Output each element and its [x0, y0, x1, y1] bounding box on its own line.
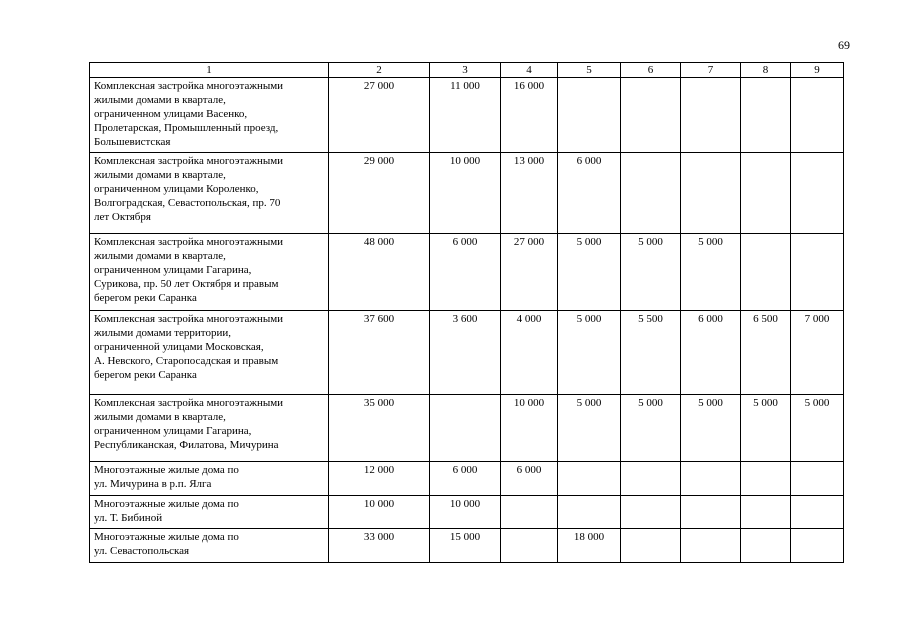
- value-cell-col-2: 33 000: [329, 529, 430, 563]
- value-cell-col-4: [501, 496, 558, 529]
- table-row: [90, 78, 844, 153]
- description-line: жилыми домами в квартале,: [94, 94, 226, 106]
- value-cell-col-3: 6 000: [430, 234, 501, 311]
- value-cell-col-2: 10 000: [329, 496, 430, 529]
- description-line: ул. Т. Бибиной: [94, 512, 163, 524]
- description-line: Сурикова, пр. 50 лет Октября и правым: [94, 278, 279, 290]
- description-line: Комплексная застройка многоэтажными: [94, 155, 284, 167]
- value-cell-col-6: [621, 462, 681, 496]
- value-cell-col-8: [741, 462, 791, 496]
- value-cell-col-9: [791, 529, 844, 563]
- description-line: Волгоградская, Севастопольская, пр. 70: [94, 197, 281, 209]
- value-cell-col-3: 10 000: [430, 496, 501, 529]
- value-cell-col-4: 13 000: [501, 153, 558, 234]
- column-header-2: 2: [329, 63, 430, 78]
- value-cell-col-4: 10 000: [501, 395, 558, 462]
- value-cell-col-6: 5 500: [621, 311, 681, 395]
- value-cell-col-3: 3 600: [430, 311, 501, 395]
- description-line: лет Октября: [94, 211, 151, 223]
- value-cell-col-9: [791, 496, 844, 529]
- table-row: [90, 496, 844, 529]
- value-cell-col-6: [621, 153, 681, 234]
- value-cell-col-4: 4 000: [501, 311, 558, 395]
- description-line: Многоэтажные жилые дома по: [94, 531, 239, 543]
- value-cell-col-4: 6 000: [501, 462, 558, 496]
- description-line: ограниченном улицами Гагарина,: [94, 425, 252, 437]
- value-cell-col-7: [681, 529, 741, 563]
- value-cell-col-8: [741, 78, 791, 153]
- value-cell-col-5: [558, 78, 621, 153]
- header-row: [90, 63, 844, 78]
- description-line: ул. Мичурина в р.п. Ялга: [94, 478, 212, 490]
- value-cell-col-7: 5 000: [681, 234, 741, 311]
- column-header-4: 4: [501, 63, 558, 78]
- value-cell-col-5: 5 000: [558, 234, 621, 311]
- value-cell-col-2: 29 000: [329, 153, 430, 234]
- description-line: жилыми домами в квартале,: [94, 169, 226, 181]
- value-cell-col-5: 5 000: [558, 395, 621, 462]
- row-description: [90, 496, 329, 529]
- table-row: [90, 153, 844, 234]
- value-cell-col-9: [791, 234, 844, 311]
- description-line: Республиканская, Филатова, Мичурина: [94, 439, 279, 451]
- value-cell-col-6: [621, 496, 681, 529]
- value-cell-col-6: 5 000: [621, 395, 681, 462]
- column-header-8: 8: [741, 63, 791, 78]
- description-line: ул. Севастопольская: [94, 545, 190, 557]
- table-row: [90, 462, 844, 496]
- row-description: [90, 395, 329, 462]
- description-line: ограниченном улицами Васенко,: [94, 108, 248, 120]
- value-cell-col-8: [741, 529, 791, 563]
- value-cell-col-7: [681, 78, 741, 153]
- page-number: 69: [838, 38, 850, 52]
- data-table: [89, 62, 844, 563]
- description-line: ограниченном улицами Гагарина,: [94, 264, 252, 276]
- value-cell-col-9: 5 000: [791, 395, 844, 462]
- row-description: [90, 78, 329, 153]
- column-header-3: 3: [430, 63, 501, 78]
- description-line: жилыми домами территории,: [94, 327, 231, 339]
- value-cell-col-8: 6 500: [741, 311, 791, 395]
- value-cell-col-5: 18 000: [558, 529, 621, 563]
- row-description: [90, 234, 329, 311]
- description-line: Комплексная застройка многоэтажными: [94, 80, 284, 92]
- description-line: берегом реки Саранка: [94, 292, 197, 304]
- value-cell-col-7: [681, 462, 741, 496]
- column-header-7: 7: [681, 63, 741, 78]
- value-cell-col-3: 6 000: [430, 462, 501, 496]
- value-cell-col-9: 7 000: [791, 311, 844, 395]
- value-cell-col-5: 5 000: [558, 311, 621, 395]
- value-cell-col-6: 5 000: [621, 234, 681, 311]
- description-line: А. Невского, Старопосадская и правым: [94, 355, 279, 367]
- value-cell-col-2: 35 000: [329, 395, 430, 462]
- description-line: Комплексная застройка многоэтажными: [94, 397, 284, 409]
- column-header-9: 9: [791, 63, 844, 78]
- description-line: ограниченном улицами Короленко,: [94, 183, 259, 195]
- value-cell-col-2: 27 000: [329, 78, 430, 153]
- value-cell-col-3: 15 000: [430, 529, 501, 563]
- row-description: [90, 529, 329, 563]
- description-line: Многоэтажные жилые дома по: [94, 498, 239, 510]
- value-cell-col-7: 5 000: [681, 395, 741, 462]
- row-description: [90, 153, 329, 234]
- value-cell-col-5: 6 000: [558, 153, 621, 234]
- description-line: Многоэтажные жилые дома по: [94, 464, 239, 476]
- table-row: [90, 311, 844, 395]
- value-cell-col-7: [681, 496, 741, 529]
- value-cell-col-8: [741, 234, 791, 311]
- value-cell-col-4: [501, 529, 558, 563]
- description-line: жилыми домами в квартале,: [94, 250, 226, 262]
- table-row: [90, 529, 844, 563]
- value-cell-col-8: [741, 153, 791, 234]
- value-cell-col-6: [621, 529, 681, 563]
- row-description: [90, 462, 329, 496]
- value-cell-col-4: 27 000: [501, 234, 558, 311]
- value-cell-col-3: 11 000: [430, 78, 501, 153]
- description-line: Комплексная застройка многоэтажными: [94, 313, 284, 325]
- description-line: Пролетарская, Промышленный проезд,: [94, 122, 279, 134]
- value-cell-col-4: 16 000: [501, 78, 558, 153]
- value-cell-col-5: [558, 496, 621, 529]
- column-header-6: 6: [621, 63, 681, 78]
- description-line: Комплексная застройка многоэтажными: [94, 236, 284, 248]
- value-cell-col-2: 12 000: [329, 462, 430, 496]
- table-row: [90, 395, 844, 462]
- description-line: ограниченной улицами Московская,: [94, 341, 264, 353]
- row-description: [90, 311, 329, 395]
- value-cell-col-9: [791, 78, 844, 153]
- description-line: Большевистская: [94, 136, 171, 148]
- column-header-1: 1: [90, 63, 329, 78]
- value-cell-col-2: 48 000: [329, 234, 430, 311]
- column-header-5: 5: [558, 63, 621, 78]
- value-cell-col-8: 5 000: [741, 395, 791, 462]
- value-cell-col-9: [791, 462, 844, 496]
- value-cell-col-7: [681, 153, 741, 234]
- value-cell-col-3: 10 000: [430, 153, 501, 234]
- value-cell-col-9: [791, 153, 844, 234]
- value-cell-col-5: [558, 462, 621, 496]
- description-line: жилыми домами в квартале,: [94, 411, 226, 423]
- value-cell-col-3: [430, 395, 501, 462]
- value-cell-col-2: 37 600: [329, 311, 430, 395]
- table-body: [90, 78, 844, 563]
- value-cell-col-6: [621, 78, 681, 153]
- description-line: берегом реки Саранка: [94, 369, 197, 381]
- table-row: [90, 234, 844, 311]
- value-cell-col-7: 6 000: [681, 311, 741, 395]
- value-cell-col-8: [741, 496, 791, 529]
